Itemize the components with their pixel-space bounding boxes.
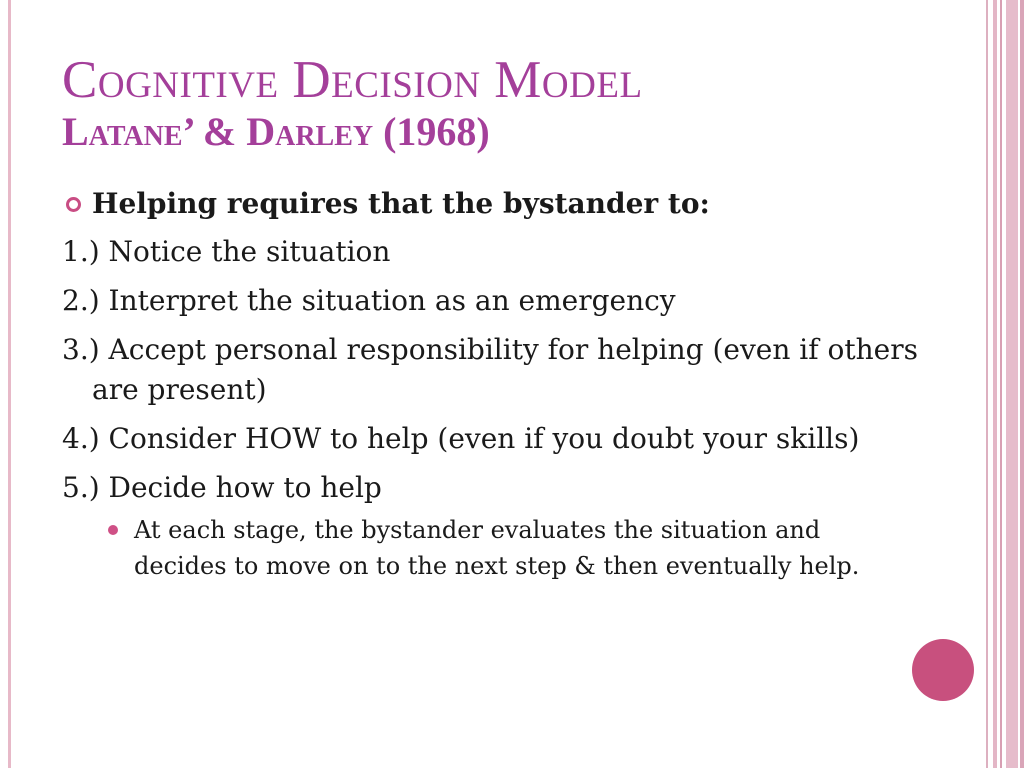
slide-title: Cognitive Decision Model (62, 51, 643, 109)
step-item: 2.) Interpret the situation as an emergency (62, 284, 676, 317)
sub-bullet-text: At each stage, the bystander evaluates the situation and decides to move on to the next step & then eventually help. (134, 516, 860, 580)
sub-bullet (104, 512, 894, 584)
step-item: 3.) Accept personal responsibility for helping (even if others are present) (62, 333, 918, 406)
frame-stripe (993, 0, 997, 768)
frame-left-line (8, 0, 11, 768)
frame-stripe (1020, 0, 1024, 768)
dot-bullet-icon (108, 525, 118, 535)
ring-bullet-icon (66, 197, 81, 212)
frame-stripe (1000, 0, 1002, 768)
lead-text: Helping requires that the bystander to: (92, 187, 710, 220)
step-item: 4.) Consider HOW to help (even if you doubt your skills) (62, 422, 860, 455)
frame-stripe (1006, 0, 1018, 768)
slide-subtitle: Latane’ & Darley (1968) (62, 109, 490, 154)
step-item: 5.) Decide how to help (62, 471, 382, 504)
lead-bullet (62, 184, 922, 224)
decorative-circle-icon (912, 639, 974, 701)
slide-body (62, 184, 922, 584)
step-item: 1.) Notice the situation (62, 235, 391, 268)
